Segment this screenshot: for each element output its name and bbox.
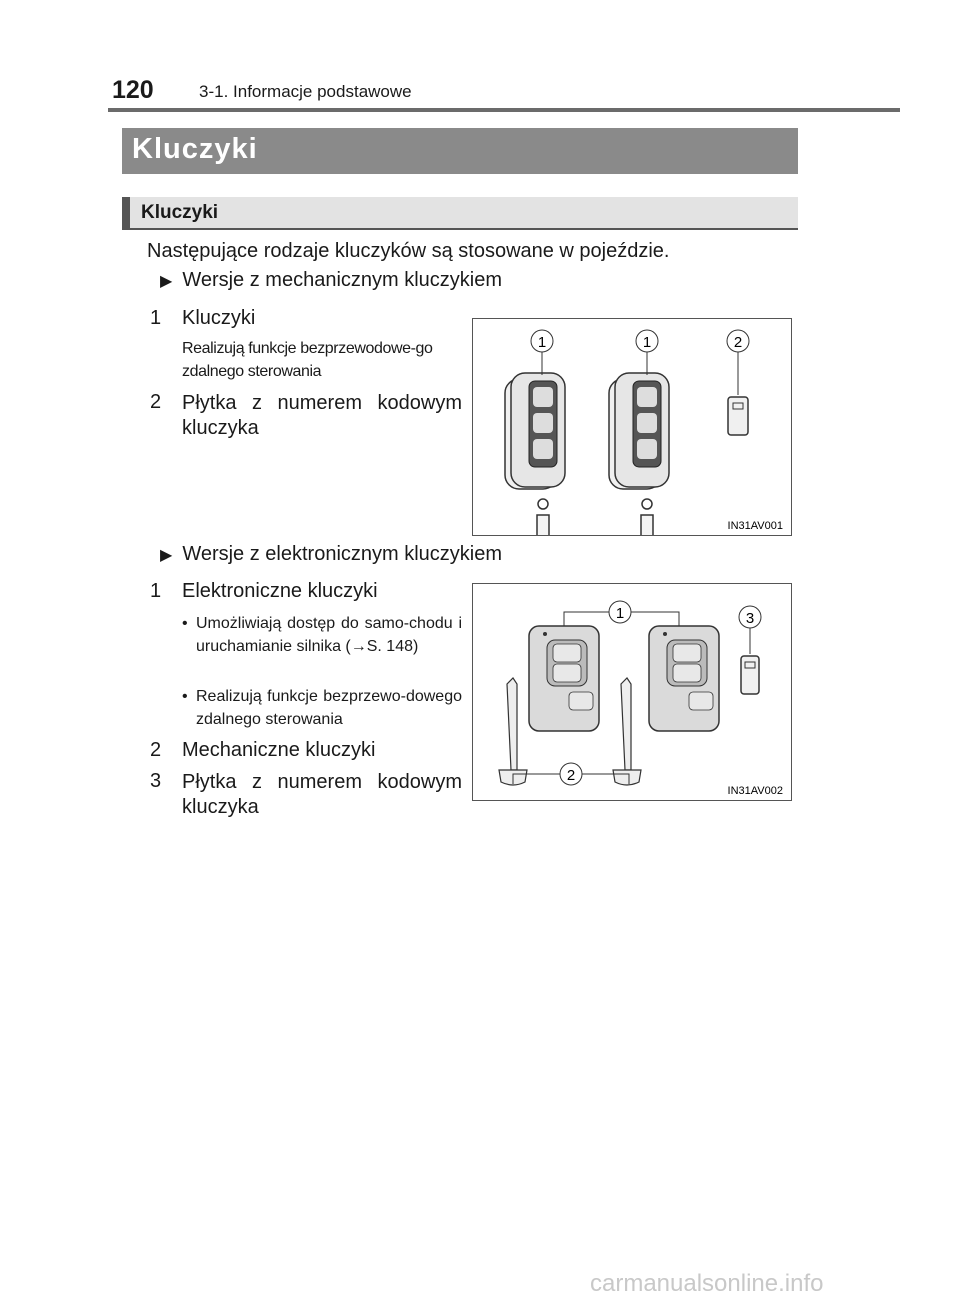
figure-electronic-keys <box>472 583 792 801</box>
callout-number: 2 <box>566 767 576 784</box>
electronic-heading <box>160 543 502 566</box>
item-label: Płytka z numerem kodowym kluczyka <box>182 392 462 439</box>
figure-code: IN31AV001 <box>727 520 783 532</box>
page-number: 120 <box>112 76 154 104</box>
footer-watermark: carmanualsonline.info <box>590 1270 824 1297</box>
bullet-dot: • <box>182 688 188 705</box>
mechanical-heading-text: Wersje z mechanicznym kluczykiem <box>182 269 503 291</box>
mechanical-heading <box>160 269 502 292</box>
item-number: 1 <box>150 580 162 602</box>
item-note: Realizują funkcje bezprzewodowe-go zdalnego sterowania <box>182 340 433 380</box>
subtitle: Kluczyki <box>141 202 219 223</box>
item-number: 1 <box>150 307 162 329</box>
item-label: Płytka z numerem kodowym kluczyka <box>182 771 462 818</box>
triangle-right-icon: ▶ <box>160 547 173 564</box>
intro-text: Następujące rodzaje kluczyków są stosowane w pojeździe. <box>147 240 670 262</box>
bullet-text: Umożliwiają dostęp do samo-chodu i uruchamianie silnika (→S. 148) <box>196 615 462 655</box>
header-rule <box>108 108 900 112</box>
figure-code: IN31AV002 <box>727 785 783 797</box>
triangle-right-icon: ▶ <box>160 273 173 290</box>
figure-mechanical-keys <box>472 318 792 536</box>
bullet-dot: • <box>182 615 188 632</box>
item-number: 2 <box>150 391 162 413</box>
callout-number: 3 <box>745 610 755 627</box>
item-label: Elektroniczne kluczyki <box>182 580 378 602</box>
callout-number: 2 <box>733 334 743 351</box>
item-number: 2 <box>150 739 162 761</box>
subtitle-accent <box>122 197 130 230</box>
bullet-text: Realizują funkcje bezprzewo-dowego zdalnego sterowania <box>196 688 462 728</box>
callout-number: 1 <box>642 334 652 351</box>
callout-number: 1 <box>615 605 625 622</box>
electronic-keys-illustration <box>473 584 791 800</box>
subtitle-bar <box>122 197 798 230</box>
item-label: Mechaniczne kluczyki <box>182 739 376 761</box>
item-label: Kluczyki <box>182 307 256 329</box>
item-number: 3 <box>150 770 162 792</box>
electronic-heading-text: Wersje z elektronicznym kluczykiem <box>182 543 503 565</box>
section-label: 3-1. Informacje podstawowe <box>199 82 412 101</box>
page-title: Kluczyki <box>132 133 258 165</box>
callout-number: 1 <box>537 334 547 351</box>
mechanical-keys-illustration <box>473 319 791 535</box>
